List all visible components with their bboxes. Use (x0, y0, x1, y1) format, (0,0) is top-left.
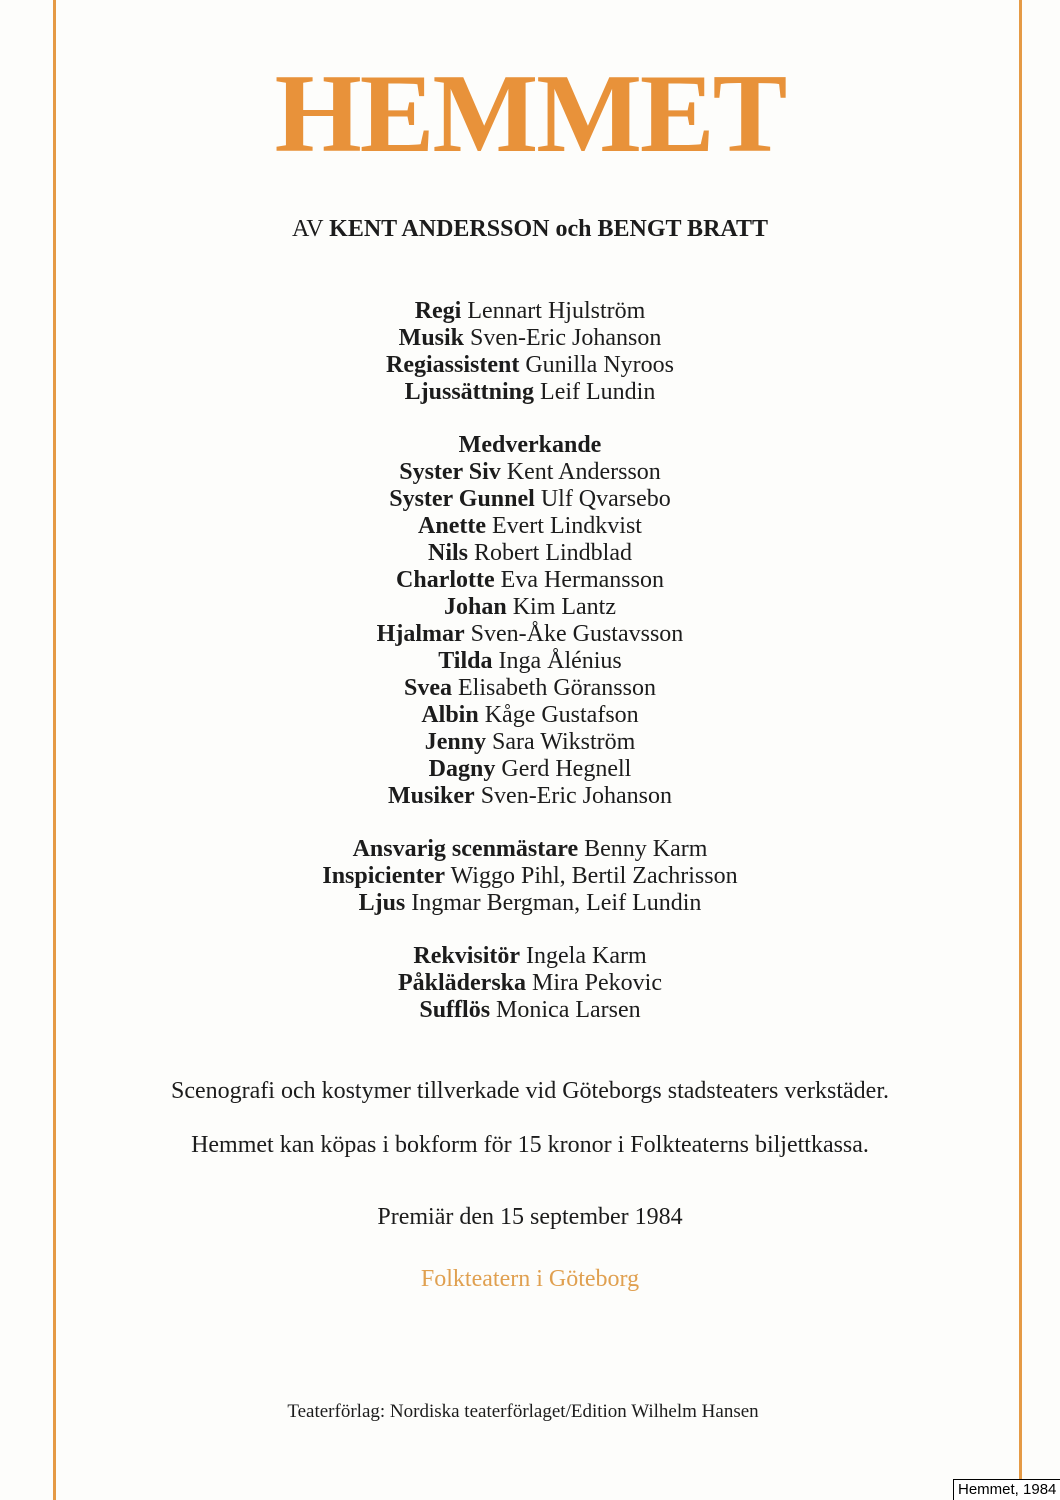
crew-role: Inspicienter (322, 863, 446, 889)
crew-name: Wiggo Pihl, Bertil Zachrisson (450, 863, 738, 889)
crew-line (0, 836, 1060, 863)
crew-line (0, 890, 1060, 917)
crew-role: Ljus (358, 890, 406, 916)
credit-name: Gunilla Nyroos (525, 352, 674, 378)
premiere-date: Premiär den 15 september 1984 (377, 1204, 683, 1230)
cast-line (0, 567, 1060, 594)
cast-name: Robert Lindblad (474, 540, 632, 566)
cast-line (0, 756, 1060, 783)
crew-name: Benny Karm (584, 836, 708, 862)
cast-name: Kent Andersson (506, 459, 661, 485)
cast-role: Johan (443, 594, 507, 620)
crew-line (0, 997, 1060, 1024)
cast-role: Syster Gunnel (389, 486, 535, 512)
cast-role: Tilda (438, 648, 493, 674)
cast-line (0, 729, 1060, 756)
credit-line (0, 379, 1060, 406)
byline-author-1: KENT ANDERSSON (329, 216, 550, 242)
cast-name: Inga Ålénius (498, 648, 622, 674)
cast-role: Anette (418, 513, 486, 539)
crew-role: Påkläderska (398, 970, 527, 996)
credit-role: Regi (414, 298, 462, 324)
crew-name: Mira Pekovic (532, 970, 662, 996)
cast-role: Charlotte (396, 567, 495, 593)
cast-line (0, 594, 1060, 621)
cast-line (0, 540, 1060, 567)
crew-line (0, 863, 1060, 890)
credit-role: Regiassistent (386, 352, 520, 378)
cast-role: Syster Siv (399, 459, 501, 485)
credit-role: Musik (398, 325, 465, 351)
cast-name: Kåge Gustafson (484, 702, 639, 728)
crew-line (0, 970, 1060, 997)
credit-name: Lennart Hjulström (467, 298, 646, 324)
cast-line (0, 486, 1060, 513)
crew-name: Ingmar Bergman, Leif Lundin (411, 890, 702, 916)
cast-role: Hjalmar (376, 621, 465, 647)
crew-role: Ansvarig scenmästare (352, 836, 579, 862)
crew-name: Ingela Karm (526, 943, 647, 969)
cast-line (0, 648, 1060, 675)
image-caption: Hemmet, 1984 (953, 1479, 1060, 1500)
credit-name: Sven-Eric Johanson (470, 325, 662, 351)
cast-line (0, 459, 1060, 486)
cast-line (0, 783, 1060, 810)
cast-line (0, 621, 1060, 648)
crew-list-secondary (0, 943, 1060, 1024)
byline-author-2: BENGT BRATT (597, 216, 768, 242)
cast-name: Ulf Qvarsebo (540, 486, 671, 512)
byline-prefix: AV (292, 216, 324, 242)
cast-name: Eva Hermansson (500, 567, 664, 593)
theatre-name: Folkteatern i Göteborg (420, 1266, 640, 1292)
credit-name: Leif Lundin (540, 379, 656, 405)
cast-name: Kim Lantz (512, 594, 616, 620)
cast-role: Jenny (424, 729, 487, 755)
cast-role: Dagny (428, 756, 496, 782)
crew-name: Monica Larsen (496, 997, 641, 1023)
cast-name: Sara Wikström (492, 729, 636, 755)
cast-heading: Medverkande (458, 432, 602, 458)
cast-line (0, 675, 1060, 702)
book-note: Hemmet kan köpas i bokform för 15 kronor i Folkteaterns biljettkassa. (191, 1132, 869, 1158)
credit-role: Ljussättning (404, 379, 535, 405)
cast-line (0, 702, 1060, 729)
cast-name: Elisabeth Göransson (458, 675, 656, 701)
cast-name: Gerd Hegnell (501, 756, 632, 782)
credit-line (0, 298, 1060, 325)
credit-line (0, 352, 1060, 379)
crew-role: Sufflös (419, 997, 491, 1023)
cast-line (0, 513, 1060, 540)
cast-name: Sven-Eric Johanson (480, 783, 672, 809)
cast-role: Nils (428, 540, 469, 566)
page-title: HEMMET (274, 52, 786, 176)
cast-name: Sven-Åke Gustavsson (470, 621, 684, 647)
credit-line (0, 325, 1060, 352)
scenography-note: Scenografi och kostymer tillverkade vid Göteborgs stadsteaters verkstäder. (170, 1078, 890, 1104)
cast-list (0, 432, 1060, 810)
cast-role: Svea (404, 675, 453, 701)
publisher-note: Teaterförlag: Nordiska teaterförlaget/Edition Wilhelm Hansen (287, 1401, 759, 1422)
cast-role: Musiker (388, 783, 475, 809)
byline (0, 214, 1060, 244)
cast-name: Evert Lindkvist (491, 513, 642, 539)
crew-line (0, 943, 1060, 970)
crew-role: Rekvisitör (413, 943, 521, 969)
cast-role: Albin (421, 702, 479, 728)
byline-conjunction: och (555, 216, 592, 242)
crew-list (0, 836, 1060, 917)
production-credits (0, 298, 1060, 406)
